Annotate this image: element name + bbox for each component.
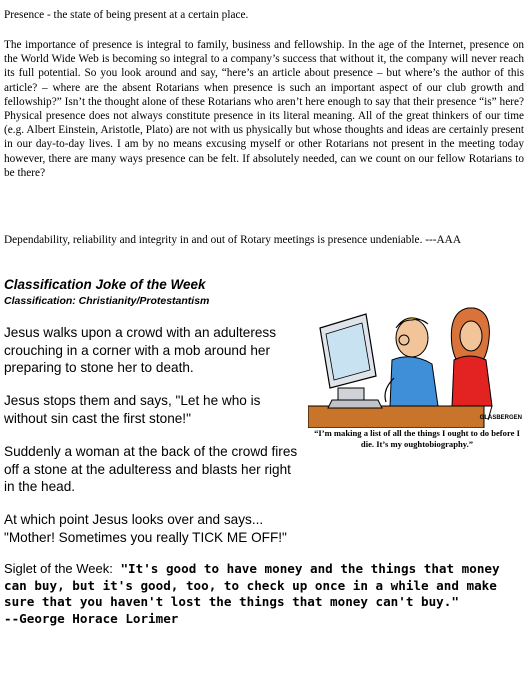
joke-paragraph: Suddenly a woman at the back of the crowd fires off a stone at the adulteress and blasts her right in the head.: [4, 444, 298, 495]
article-intro: Presence - the state of being present at a certain place.: [4, 9, 249, 21]
woman-head: [460, 321, 482, 351]
cartoon-drawing: [308, 298, 526, 428]
cartoon-image: [308, 298, 526, 458]
siglet-quote: "It's good to have money and the things that money can buy, but it's good, too, to check up once in a while and make sure that you haven't lost the things that money can't buy.": [4, 561, 500, 610]
article-closing: Dependability, reliability and integrity in and out of Rotary meetings is presence undeniable. ---AAA: [4, 234, 461, 246]
woman-top: [452, 356, 492, 406]
keyboard-shape: [328, 400, 382, 408]
siglet-section: [4, 561, 526, 627]
joke-paragraph: At which point Jesus looks over and says... "Mother! Sometimes you really TICK ME OFF!": [4, 512, 287, 545]
cartoon-caption: “I’m making a list of all the things I ought to do before I die. It’s my oughtobiography.”: [314, 428, 520, 449]
siglet-label: Siglet of the Week:: [4, 561, 113, 576]
man-shirt: [390, 357, 438, 406]
cartoon-signature: GLASBERGEN: [479, 415, 522, 421]
joke-paragraph: Jesus stops them and says, "Let he who is without sin cast the first stone!": [4, 393, 261, 426]
siglet-author: --George Horace Lorimer: [4, 610, 179, 626]
article-body: The importance of presence is integral to family, business and fellowship. In the age of the Internet, presence on the World Wide Web is becoming so integral to a company’s success that without it, the company will never reach its full potential. So you look around and say, “here’s an article about presence – but where’s the author of this article? – where are the absent Rotarians when presence is such an important aspect of our club growth and fellowship?” Isn’t the thought alone of these Rotarians who aren’t here enough to say that their presence “is” here? Physical presence does not always constitute presence in its literal meaning. All of the great thinkers of our time (e.g. Albert Einstein, Aristotle, Plato) are not with us physically but whose thoughts and ideas are certainly present in our day-to-day lives. I am by no means excusing myself or other Rotarians not present in the meeting today however, there are many ways presence can be felt. If absolutely needed, can we count on our fellow Rotarians to be there?: [4, 39, 524, 179]
desk-shape: [308, 406, 484, 428]
monitor-stand: [338, 388, 364, 400]
joke-paragraph: Jesus walks upon a crowd with an adulteress crouching in a corner with a mob around her preparing to stone her to death.: [4, 325, 277, 376]
man-head: [396, 319, 428, 357]
joke-classification: Classification: Christianity/Protestantism: [4, 295, 210, 307]
joke-title: Classification Joke of the Week: [4, 277, 206, 292]
